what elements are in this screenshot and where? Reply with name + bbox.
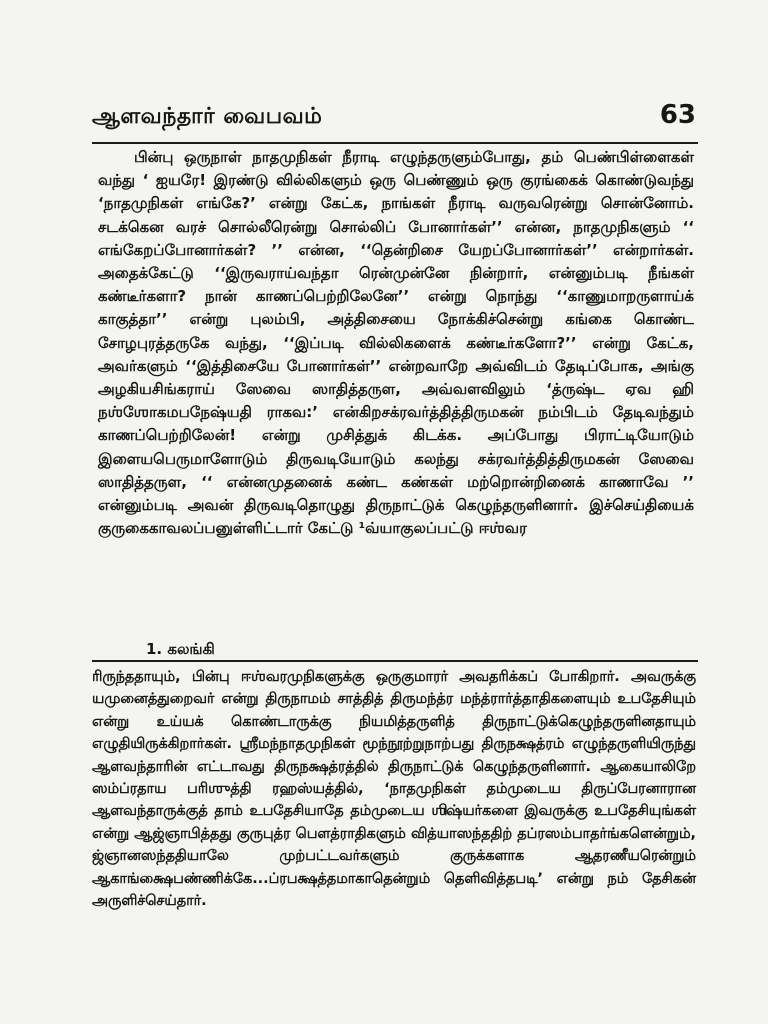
header-rule [92, 142, 698, 144]
main-text [98, 146, 694, 540]
footnote-rule [92, 660, 698, 662]
page-header [92, 100, 696, 140]
page-number: 63 [659, 100, 696, 130]
book-title: ஆளவந்தார் வைபவம் [92, 104, 323, 129]
commentary-paragraph: ரிருந்ததாயும், பின்பு ஈஶ்வரமுநிகளுக்கு ஒருகுமாரர் அவதரிக்கப் போகிறார். அவருக்கு யமுனைத்துறைவர் என்று திருநாமம் சாத்தித் திருமந்த்ர மந்த்ரார்த்தாதிகளையும் உபதேசியும் என்று உய்யக் கொண்டாருக்கு நியமித்தருளித் திருநாட்டுக்கெழுந்தருளினதாயும் எழுதியிருக்கிறார்கள். ஸ்ரீமந்நாதமுநிகள் மூந்நூற்றுநாற்பது திருநக்ஷத்ரம் எழுந்தருளியிருந்து ஆளவந்தாரின் எட்டாவது திருநக்ஷத்ரத்தில் திருநாட்டுக் கெழுந்தருளினார். ஆகையாலிறே ஸம்ப்ரதாய பரிஶுத்தி ரஹஸ்யத்தில், ‘நாதமுநிகள் தம்முடைய திருப்பேரனாரான ஆளவந்தாருக்குத் தாம் உபதேசியாதே தம்முடைய ஶிஷ்யர்களை இவருக்கு உபதேசியுங்கள் என்று ஆஜ்ஞாபித்தது குருபுத்ர பௌத்ராதிகளும் வித்யாஸந்ததிற் தப்ரஸம்பாதர்ங்களென்றும், ஜ்ஞானஸந்ததியாலே முற்பட்டவர்களும் குருக்களாக ஆதரணீயரென்றும் ஆகாங்க்ஷைபண்ணிக்கே...ப்ரபக்ஷத்தமாகாதென்றும் தெளிவித்தபடி’ என்று நம் தேசிகன் அருளிச்செய்தார். [92, 669, 696, 910]
main-paragraph: பின்பு ஒருநாள் நாதமுநிகள் நீராடி எழுந்தருளும்போது, தம் பெண்பிள்ளைகள் வந்து ‘ ஐயரே! இரண்டு வில்லிகளும் ஒரு பெண்ணும் ஒரு குரங்கைக் கொண்டுவந்து ‘நாதமுநிகள் எங்கே?’ என்று கேட்க, நாங்கள் நீராடி வருவரென்று சொன்னோம். சடக்கென வரச் சொல்லீரென்று சொல்லிப் போனார்கள்’’ என்ன, நாதமுநிகளும் ‘‘ எங்கேறப்போனார்கள்? ’’ என்ன, ‘‘தென்றிசை யேறப்போனார்கள்’’ என்றார்கள். அதைக்கேட்டு ‘‘இருவராய்வந்தா ரென்முன்னே நின்றார், என்னும்படி நீங்கள் கண்டீர்களா? நான் காணப்பெற்றிலேனே’’ என்று நொந்து ‘‘காணுமாறருளாய்க் காகுத்தா’’ என்று புலம்பி, அத்திசையை நோக்கிச்சென்று கங்கை கொண்ட சோழபுரத்தருகே வந்து, ‘‘இப்படி வில்லிகளைக் கண்டீர்களோ?’’ என்று கேட்க, அவர்களும் ‘‘இத்திசையே போனார்கள்’’ என்றவாறே அவ்விடம் தேடிப்போக, அங்கு அழகியசிங்கராய் ஸேவை ஸாதித்தருள, அவ்வளவிலும் ‘த்ருஷ்ட ஏவ ஹி நஶ்ஶோகமபநேஷ்யதி ராகவ:’ என்கிறசக்ரவர்த்தித்திருமகன் நம்பிடம் தேடிவந்தும் காணப்பெற்றிலேன்! என்று முசித்துக் கிடக்க. அப்போது பிராட்டியோடும் இளையபெருமாளோடும் திருவடியோடும் கலந்து சக்ரவர்த்தித்திருமகன் ஸேவை ஸாதித்தருள, ‘‘ என்னமுதனைக் கண்ட கண்கள் மற்றொன்றினைக் காணாவே ’’ என்னும்படி அவன் திருவடிதொழுது திருநாட்டுக் கெழுந்தருளினார். இச்செய்தியைக் குருகைகாவலப்பனுள்ளிட்டார் கேட்டு ¹வ்யாகுலப்பட்டு ஈஶ்வர [98, 148, 694, 538]
footnote: 1. கலங்கி [146, 640, 215, 658]
commentary-text [92, 666, 696, 912]
